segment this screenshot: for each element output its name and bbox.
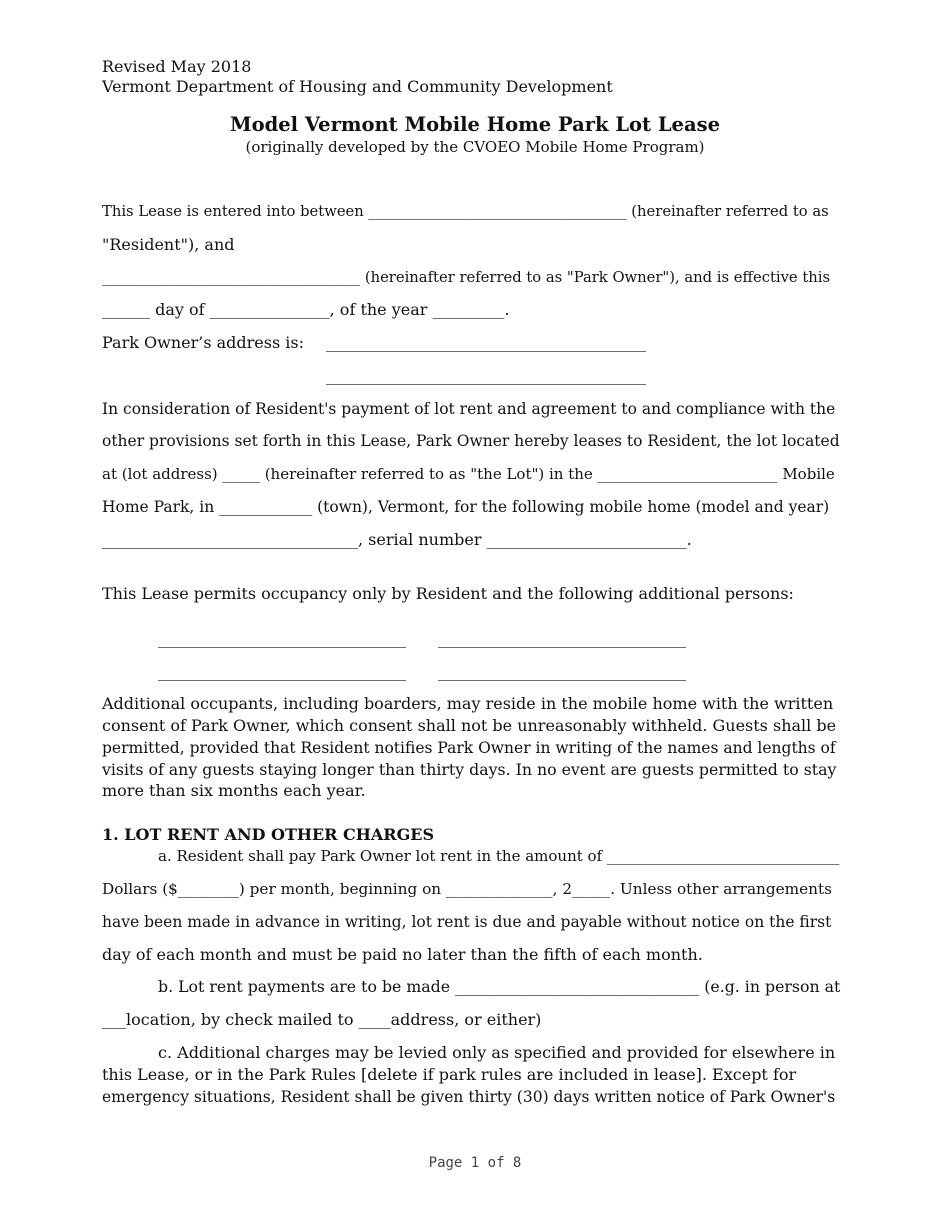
intro-line: This Lease is entered into between ___________________________________ (hereinafter referred to as — [102, 203, 829, 220]
clause-b-line: b. Lot rent payments are to be made _______________________________ (e.g. in person at — [158, 977, 841, 996]
additional-occupants-line: permitted, provided that Resident notifies Park Owner in writing of the names and lengths of — [102, 739, 836, 757]
occupant-blank: _______________________________ — [438, 629, 686, 648]
document-title: Model Vermont Mobile Home Park Lot Lease — [230, 113, 720, 136]
clause-b-line: ___location, by check mailed to ____address, or either) — [102, 1010, 542, 1029]
occupant-blank: _______________________________ — [158, 662, 406, 681]
department-name: Vermont Department of Housing and Community Development — [102, 77, 613, 96]
clause-a-line: have been made in advance in writing, lot rent is due and payable without notice on the first — [102, 913, 832, 931]
clause-c-line: c. Additional charges may be levied only as specified and provided for elsewhere in — [158, 1043, 836, 1062]
intro-line: "Resident"), and — [102, 235, 235, 254]
consideration-line: at (lot address) _____ (hereinafter referred to as "the Lot") in the ________________________ Mobile — [102, 465, 835, 483]
clause-c-line: emergency situations, Resident shall be given thirty (30) days written notice of Park Owner's — [102, 1088, 836, 1106]
consideration-line: Home Park, in ____________ (town), Vermont, for the following mobile home (model and year) — [102, 498, 830, 516]
consideration-line: ________________________________, serial number _________________________. — [102, 530, 692, 549]
clause-a-line: Dollars ($________) per month, beginning on ______________, 2_____. Unless other arrangements — [102, 880, 832, 898]
additional-occupants-line: visits of any guests staying longer than thirty days. In no event are guests permitted to stay — [102, 760, 837, 779]
additional-occupants-line: more than six months each year. — [102, 781, 366, 800]
section-heading: 1. LOT RENT AND OTHER CHARGES — [102, 825, 435, 844]
intro-line: ___________________________________ (hereinafter referred to as "Park Owner"), and is effective this — [102, 269, 831, 286]
intro-line: ______ day of _______________, of the year _________. — [102, 300, 510, 319]
additional-occupants-line: consent of Park Owner, which consent shall not be unreasonably withheld. Guests shall be — [102, 716, 837, 735]
page-number: Page 1 of 8 — [428, 1155, 522, 1171]
clause-a-line: day of each month and must be paid no later than the fifth of each month. — [102, 945, 703, 964]
address-label: Park Owner’s address is: — [102, 333, 304, 352]
additional-occupants-line: Additional occupants, including boarders, may reside in the mobile home with the written — [102, 694, 834, 713]
address-blank: ________________________________________ — [326, 366, 646, 385]
revised-date: Revised May 2018 — [102, 57, 252, 76]
consideration-line: other provisions set forth in this Lease, Park Owner hereby leases to Resident, the lot located — [102, 432, 840, 450]
address-blank: ________________________________________ — [326, 333, 646, 352]
clause-a-line: a. Resident shall pay Park Owner lot rent in the amount of _______________________________ — [158, 847, 840, 865]
consideration-line: In consideration of Resident's payment of lot rent and agreement to and compliance with the — [102, 400, 836, 418]
document-subtitle: (originally developed by the CVOEO Mobile Home Program) — [245, 138, 705, 156]
occupancy-text: This Lease permits occupancy only by Resident and the following additional persons: — [102, 584, 794, 603]
occupant-blank: _______________________________ — [438, 662, 686, 681]
occupant-blank: _______________________________ — [158, 629, 406, 648]
clause-c-line: this Lease, or in the Park Rules [delete if park rules are included in lease]. Except for — [102, 1065, 797, 1084]
